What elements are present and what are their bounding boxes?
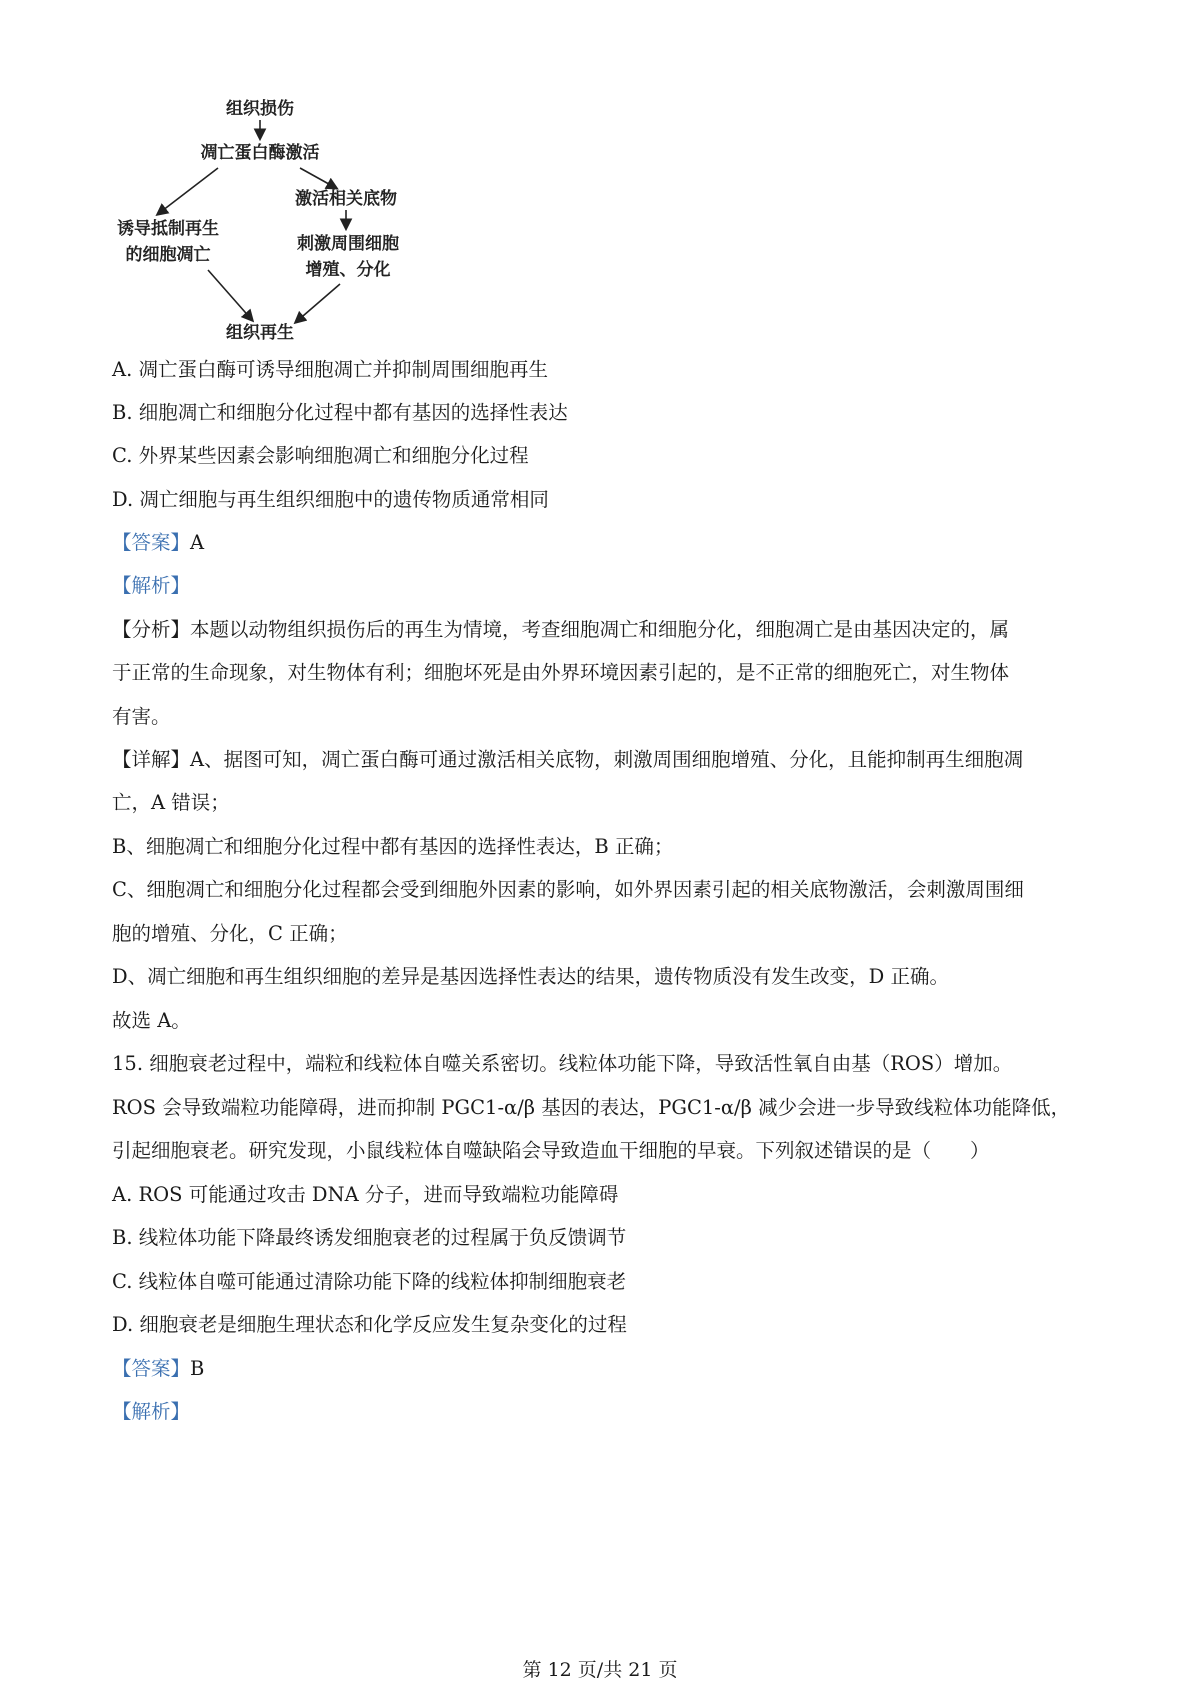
q15-option-d: D. 细胞衰老是细胞生理状态和化学反应发生复杂变化的过程 [112,1313,627,1336]
q14-fenxi-line2: 于正常的生命现象，对生物体有利；细胞坏死是由外界环境因素引起的，是不正常的细胞死亡，对生物体 [112,661,1010,684]
q14-detail-line5: 胞的增殖、分化，C 正确； [112,922,348,945]
q14-detail-line2: 亡，A 错误； [112,791,230,814]
arrow-stimulate-regen [296,284,340,322]
q15-option-c: C. 线粒体自噬可能通过清除功能下降的线粒体抑制细胞衰老 [112,1270,627,1293]
detail-text-1: A、据图可知，凋亡蛋白酶可通过激活相关底物，刺激周围细胞增殖、分化，且能抑制再生细胞凋 [190,748,1024,771]
fenxi-tag: 【分析】 [112,618,191,641]
q14-fenxi-line1 [112,616,1009,644]
q14-option-b: B. 细胞凋亡和细胞分化过程中都有基因的选择性表达 [112,401,568,424]
arrow-activation-substrate [300,168,336,188]
q14-detail-line3: B、细胞凋亡和细胞分化过程中都有基因的选择性表达，B 正确； [112,835,674,858]
q15-stem-line3: 引起细胞衰老。研究发现，小鼠线粒体自噬缺陷会导致造血干细胞的早衰。下列叙述错误的是（ ） [112,1139,990,1162]
q14-detail-line7: 故选 A。 [112,1009,191,1032]
node-stimulate-line1: 刺激周围细胞 [297,234,399,254]
arrow-induce-regen [208,270,252,320]
q14-analysis-tag: 【解析】 [112,574,191,597]
q14-option-a: A. 凋亡蛋白酶可诱导细胞凋亡并抑制周围细胞再生 [112,358,548,381]
node-induce-line2: 的细胞凋亡 [125,245,211,265]
q14-answer [112,529,204,557]
q15-answer [112,1355,204,1383]
node-regen: 组织再生 [226,323,294,343]
flow-diagram-svg [110,92,440,382]
q14-detail-line1 [112,746,1023,774]
answer-tag: 【答案】 [112,531,191,554]
q14-detail-line4: C、细胞凋亡和细胞分化过程都会受到细胞外因素的影响，如外界因素引起的相关底物激活，会刺激周围细 [112,878,1024,901]
q15-stem-line2: ROS 会导致端粒功能障碍，进而抑制 PGC1-α/β 基因的表达，PGC1-α/β 减少会进一步导致线粒体功能降低， [112,1096,1071,1119]
page-footer: 第 12 页/共 21 页 [522,1659,678,1681]
answer-tag: 【答案】 [112,1357,191,1380]
q15-option-b: B. 线粒体功能下降最终诱发细胞衰老的过程属于负反馈调节 [112,1226,627,1249]
q14-option-d: D. 凋亡细胞与再生组织细胞中的遗传物质通常相同 [112,488,549,511]
xiangjie-tag: 【详解】 [112,748,191,771]
q15-analysis-tag: 【解析】 [112,1400,191,1423]
q15-stem-line1: 15. 细胞衰老过程中，端粒和线粒体自噬关系密切。线粒体功能下降，导致活性氧自由基（ROS）增加。 [112,1052,1013,1075]
arrow-activation-induce [158,168,218,214]
node-induce-line1: 诱导抵制再生 [117,219,219,239]
node-substrate: 激活相关底物 [295,189,397,209]
q14-detail-line6: D、凋亡细胞和再生组织细胞的差异是基因选择性表达的结果，遗传物质没有发生改变，D 正确。 [112,965,949,988]
node-stimulate-line2: 增殖、分化 [305,260,391,280]
q15-option-a: A. ROS 可能通过攻击 DNA 分子，进而导致端粒功能障碍 [112,1183,619,1206]
answer-value: B [190,1357,205,1380]
fenxi-text-1: 本题以动物组织损伤后的再生为情境，考查细胞凋亡和细胞分化，细胞凋亡是由基因决定的，属 [190,618,1010,641]
q14-fenxi-line3: 有害。 [112,705,171,728]
q14-option-c: C. 外界某些因素会影响细胞凋亡和细胞分化过程 [112,444,529,467]
node-injury: 组织损伤 [226,99,294,119]
flow-diagram [110,92,440,382]
answer-value: A [190,531,205,554]
node-activation: 凋亡蛋白酶激活 [200,143,320,163]
